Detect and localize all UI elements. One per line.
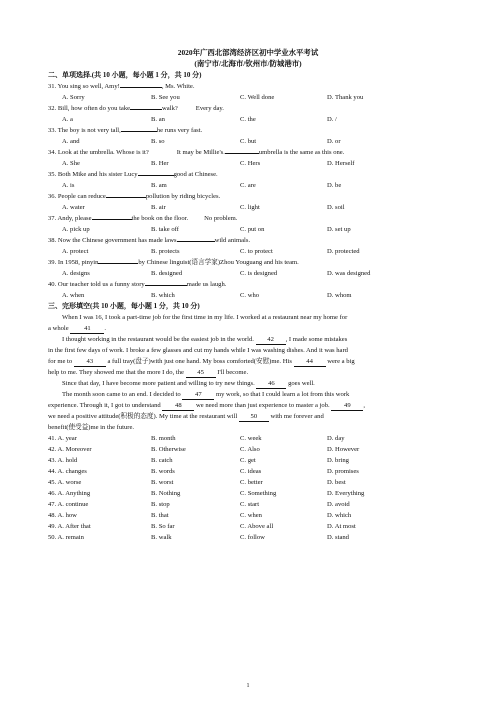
cloze-option: 49. A. After that	[48, 523, 91, 530]
cloze-option: C. Also	[240, 446, 260, 453]
cloze-option: B. So far	[151, 523, 175, 530]
option: C. put on	[240, 226, 265, 233]
blank-49: 49	[331, 401, 363, 411]
page-number: 1	[246, 683, 250, 689]
option: A. designs	[62, 270, 90, 277]
cloze-option: 42. A. Moreover	[48, 446, 92, 453]
option: A. is	[62, 182, 75, 189]
cloze-option: C. better	[240, 479, 263, 486]
option: B. air	[151, 204, 166, 211]
blank-42: 42	[256, 335, 286, 345]
question-34: 34. Look at the umbrella. Whose is it? It may be Millie's. umbrella is the same as this one.	[48, 149, 345, 156]
cloze-option: 46. A. Anything	[48, 490, 91, 497]
cloze-option: C. week	[240, 435, 262, 442]
option: A. and	[62, 138, 80, 145]
question-38: 38. Now the Chinese government has made laws wild animals.	[48, 237, 251, 244]
cloze-option: D. best	[327, 479, 346, 486]
cloze-option: B. Otherwise	[151, 446, 186, 453]
question-40: 40. Our teacher told us a funny story made us laugh.	[48, 281, 227, 288]
cloze-option: D. stand	[327, 534, 349, 541]
blank-50: 50	[239, 412, 269, 422]
option: B. protects	[151, 248, 180, 255]
passage-line: help to me. They showed me that the more I do, the 45 I'll become.	[48, 369, 249, 376]
option: C. are	[240, 182, 256, 189]
passage-line: benefit(使受益)me in the future.	[48, 424, 135, 431]
passage-line: The month soon came to an end. I decided to 47 my work, so that I could learn a lot from this work	[62, 391, 350, 398]
option: B. which	[151, 292, 175, 299]
cloze-option: 44. A. changes	[48, 468, 87, 475]
question-31: 31. You sing so well, Amy! , Ms. White.	[48, 83, 195, 90]
option: D. was designed	[327, 270, 371, 277]
option: A. when	[62, 292, 85, 299]
option: D. be	[327, 182, 342, 189]
option: D. set up	[327, 226, 351, 233]
option: D. protected	[327, 248, 360, 255]
cloze-option: B. catch	[151, 457, 173, 464]
cloze-option: D. avoid	[327, 501, 350, 508]
option: C. the	[240, 116, 256, 123]
question-35: 35. Both Mike and his sister Lucy good at Chinese.	[48, 171, 218, 178]
cloze-option: D. promises	[327, 468, 359, 475]
blank-45: 45	[186, 368, 216, 378]
option: D. Herself	[327, 160, 355, 167]
option: C. Well done	[240, 94, 275, 101]
option: D. soil	[327, 204, 345, 211]
option: D. Thank you	[327, 94, 364, 101]
cloze-option: D. bring	[327, 457, 349, 464]
option: A. She	[62, 160, 80, 167]
option: B. so	[151, 138, 165, 145]
question-39: 39. In 1958, pinyin by Chinese linguist(语言学家)Zhou Youguang and his team.	[48, 259, 299, 266]
option: C. to protect	[240, 248, 273, 255]
cloze-option: C. Something	[240, 490, 277, 497]
option: C. is designed	[240, 270, 278, 277]
option: B. Her	[151, 160, 169, 167]
passage-line: we need a positive attitude(积极的态度). My time at the restaurant will 50 with me forever and	[48, 413, 324, 420]
blank-48: 48	[162, 401, 194, 411]
cloze-option: 48. A. how	[48, 512, 77, 519]
option: D. whom	[327, 292, 352, 299]
cloze-option: C. ideas	[240, 468, 262, 475]
option: C. Hers	[240, 160, 261, 167]
cloze-option: 50. A. remain	[48, 534, 84, 541]
blank-47: 47	[182, 390, 214, 400]
cloze-option: B. walk	[151, 534, 172, 541]
cloze-option: B. worst	[151, 479, 174, 486]
blank-43: 43	[74, 357, 106, 367]
cloze-option: B. stop	[151, 501, 170, 508]
cloze-option: 47. A. continue	[48, 501, 89, 508]
section-heading-single-choice: 二、单项选择.(共 10 小题，每小题 1 分，共 10 分)	[48, 71, 202, 79]
question-32: 32. Bill, how often do you take walk? Every day.	[48, 105, 224, 112]
cloze-option: C. follow	[240, 534, 265, 541]
option: B. See you	[151, 94, 180, 101]
cloze-option: 43. A. hold	[48, 457, 78, 464]
option: D. or	[327, 138, 341, 145]
cloze-option: B. month	[151, 435, 176, 442]
section-heading-cloze: 三、完形填空(共 10 小题，每小题 1 分，共 10 分)	[48, 302, 200, 310]
option: A. a	[62, 116, 73, 123]
blank-44: 44	[294, 357, 326, 367]
option: C. light	[240, 204, 260, 211]
exam-subtitle: (南宁市/北海市/钦州市/防城港市)	[194, 59, 302, 68]
question-33: 33. The boy is not very tall, he runs very fast.	[48, 127, 203, 134]
blank-46: 46	[256, 379, 286, 389]
passage-line: in the first few days of work. I broke a few glasses and cut my hands while I was washing dishes. And it was hard	[48, 347, 348, 354]
passage-line: experience. Through it, I got to understand 48 we need more than just experience to master a job. 49 ,	[48, 402, 365, 409]
option: C. who	[240, 292, 260, 299]
cloze-option: D. day	[327, 435, 345, 442]
passage-line: a whole 41 .	[48, 325, 107, 332]
option: A. pick up	[62, 226, 90, 233]
option: A. protect	[62, 248, 89, 255]
option: A. Sorry	[62, 94, 85, 101]
passage-line: I thought working in the restaurant would be the easiest job in the world. 42 , I made some mistakes	[62, 336, 348, 343]
cloze-option: 45. A. worse	[48, 479, 82, 486]
cloze-option: D. However	[327, 446, 360, 453]
cloze-option: 41. A. year	[48, 435, 77, 442]
option: B. an	[151, 116, 165, 123]
cloze-option: C. start	[240, 501, 260, 508]
cloze-option: C. Above all	[240, 523, 274, 530]
option: B. am	[151, 182, 167, 189]
cloze-option: D. At most	[327, 523, 356, 530]
passage-line: When I was 16, I took a part-time job for the first time in my life. I worked at a restaurant near my home for	[62, 314, 348, 321]
question-36: 36. People can reduce pollution by riding bicycles.	[48, 193, 221, 200]
passage-line: for me to 43 a full tray(盘子)with just one hand. My boss comforted(安慰)me. His 44 were a big	[48, 358, 355, 365]
question-37: 37. Andy, please the book on the floor. No problem.	[48, 215, 238, 222]
option: C. but	[240, 138, 257, 145]
cloze-option: C. get	[240, 457, 256, 464]
cloze-option: D. Everything	[327, 490, 365, 497]
cloze-option: B. that	[151, 512, 169, 519]
blank-41: 41	[70, 324, 104, 334]
option: D. /	[327, 116, 337, 123]
cloze-option: B. words	[151, 468, 175, 475]
cloze-option: C. when	[240, 512, 262, 519]
option: B. take off	[151, 226, 179, 233]
cloze-option: B. Nothing	[151, 490, 181, 497]
option: A. water	[62, 204, 85, 211]
passage-line: Since that day, I have become more patient and willing to try new things. 46 goes well.	[62, 380, 315, 387]
option: B. designed	[151, 270, 183, 277]
cloze-option: D. which	[327, 512, 352, 519]
exam-title: 2020年广西北部湾经济区初中学业水平考试	[177, 48, 319, 57]
